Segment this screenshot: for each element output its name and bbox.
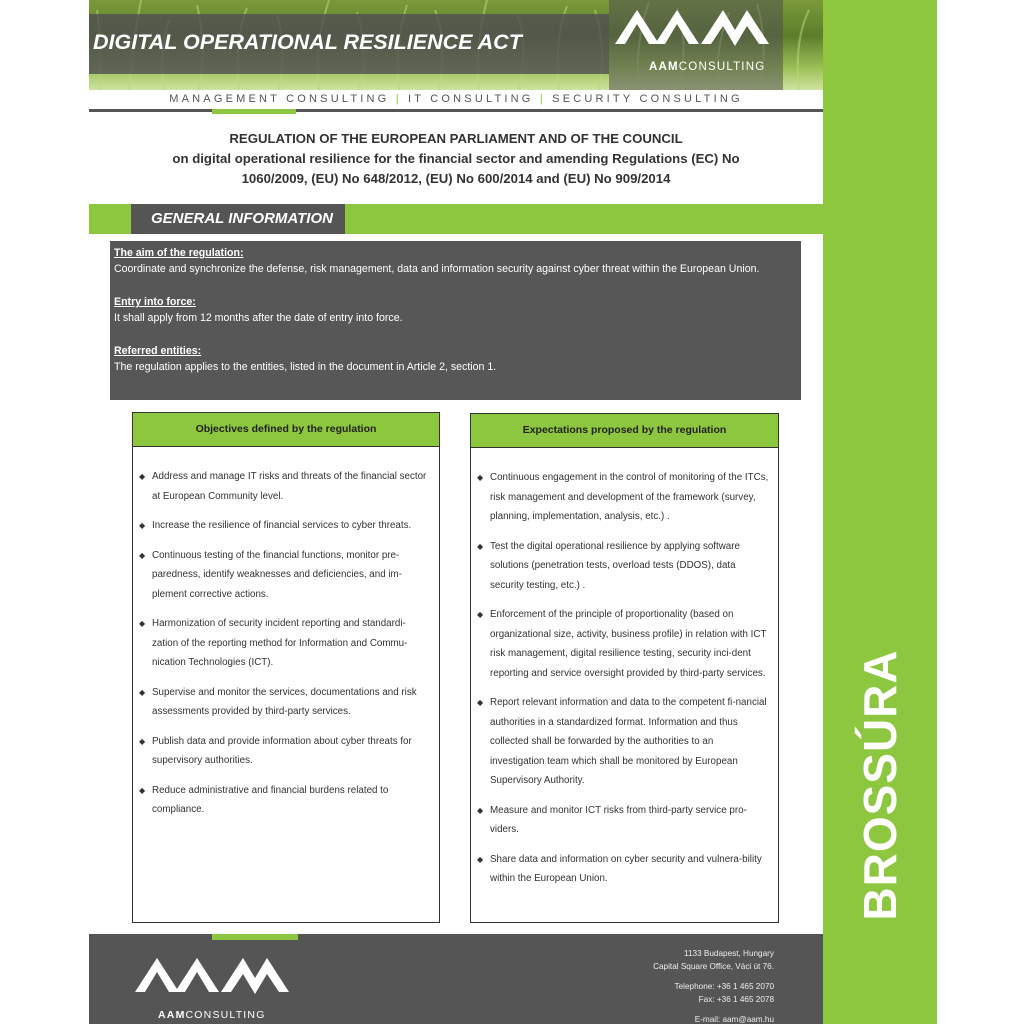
list-item [139, 614, 431, 673]
bullet-icon: ◆ [477, 473, 484, 482]
header-banner [89, 0, 823, 90]
address-line-2: Capital Square Office, Váci út 76. [653, 961, 774, 971]
entry-heading: Entry into force: [114, 296, 196, 308]
entities-text: The regulation applies to the entities, listed in the document in Article 2, section 1. [114, 360, 497, 373]
title-bar [89, 14, 609, 74]
bullet-icon: ◆ [477, 610, 484, 619]
general-info-box [110, 241, 801, 400]
aam-logo-icon [615, 6, 775, 50]
list-item-text: Publish data and provide information about cyber threats for supervisory authorities. [152, 735, 412, 766]
footer-logo-text: AAMCONSULTING [158, 1009, 266, 1021]
footer-contact [653, 948, 774, 1027]
bullet-icon: ◆ [139, 687, 146, 697]
aim-text: Coordinate and synchronize the defense, risk management, data and information security against cyber threat within the European Union. [114, 262, 760, 275]
list-item-text: Supervise and monitor the services, documentations and risk assessments provided by third-party services. [152, 686, 417, 717]
bullet-icon: ◆ [139, 736, 146, 746]
divider-accent [212, 109, 296, 114]
list-item [477, 693, 770, 791]
list-item [477, 605, 770, 683]
entities-heading: Referred entities: [114, 345, 202, 357]
side-label [823, 0, 937, 1024]
bullet-icon: ◆ [477, 854, 484, 864]
bullet-icon: ◆ [139, 472, 146, 481]
tagline: MANAGEMENT CONSULTING | IT CONSULTING | SECURITY CONSULTING [169, 93, 743, 105]
document-title: DIGITAL OPERATIONAL RESILIENCE ACT [93, 30, 522, 54]
list-item [477, 850, 770, 889]
list-item-text: Continuous testing of the financial functions, monitor pre-paredness, identify weaknesses and deficiencies, and im-plement corrective actions. [152, 549, 402, 600]
bullet-icon: ◆ [139, 619, 146, 628]
fax: Fax: +36 1 465 2078 [698, 994, 774, 1004]
list-item-text: Report relevant information and data to the competent fi-nancial authorities in a standardized format. Information and thus collected shall be forwarded by the authorities to an investigation team which shall be monitored by European Supervisory Authority. [490, 697, 767, 786]
regulation-title: REGULATION OF THE EUROPEAN PARLIAMENT AND OF THE COUNCIL on digital operational resilience for the financial sector and amending Regulations (EC) No 1060/2009, (EU) No 648/2012, (EU) No 600/2014 and (EU) No 909/2014 [172, 131, 740, 186]
list-item-text: Share data and information on cyber security and vulnera-bility within the European Union. [490, 853, 762, 884]
list-item [139, 467, 431, 506]
list-item [139, 516, 431, 536]
list-item [139, 732, 431, 771]
expectations-heading: Expectations proposed by the regulation [471, 414, 778, 448]
bullet-icon: ◆ [477, 541, 484, 551]
aim-heading: The aim of the regulation: [114, 247, 244, 259]
list-item [139, 781, 431, 820]
list-item [139, 546, 431, 605]
list-item-text: Harmonization of security incident reporting and standardi-zation of the reporting method for Information and Commu-nication Technologies (ICT). [152, 618, 408, 668]
expectations-panel [470, 413, 779, 923]
list-item-text: Continuous engagement in the control of monitoring of the ITCs, risk management and development of the framework (survey, planning, implementation, analysis, etc.) . [490, 472, 769, 522]
email-link[interactable]: E-mail: aam@aam.hu [694, 1015, 774, 1024]
entry-text: It shall apply from 12 months after the date of entry into force. [114, 311, 403, 324]
bullet-icon: ◆ [477, 805, 484, 815]
section-heading: GENERAL INFORMATION [131, 204, 345, 234]
logo-box [609, 0, 783, 90]
expectations-list [471, 448, 778, 889]
objectives-list [133, 447, 439, 820]
list-item-text: Measure and monitor ICT risks from third-party service pro-viders. [490, 804, 747, 835]
bullet-icon: ◆ [139, 785, 146, 795]
footer-logo-icon [135, 956, 295, 996]
list-item [139, 683, 431, 722]
list-item-text: Address and manage IT risks and threats of the financial sector at European Community level. [152, 471, 427, 502]
bullet-icon: ◆ [139, 521, 146, 530]
list-item-text: Test the digital operational resilience by applying software solutions (penetration tests, overload tests (DDOS), data security testing, etc.) . [490, 540, 740, 591]
list-item [477, 537, 770, 596]
logo-text: AAMCONSULTING [649, 61, 766, 73]
objectives-panel [132, 412, 440, 923]
list-item [477, 468, 770, 527]
divider [89, 109, 823, 112]
objectives-heading: Objectives defined by the regulation [133, 413, 439, 447]
bullet-icon: ◆ [477, 698, 484, 707]
address-line-1: 1133 Budapest, Hungary [684, 949, 774, 958]
list-item-text: Enforcement of the principle of proportionality (based on organizational size, activity, business profile) in relation with ICT risk management, digital resilience testing, security inci-dent reporting and service oversight provided by third-party services. [490, 609, 767, 679]
list-item [477, 801, 770, 840]
footer-accent [212, 934, 298, 940]
list-item-text: Reduce administrative and financial burdens related to compliance. [152, 784, 389, 815]
list-item-text: Increase the resilience of financial services to cyber threats. [152, 520, 412, 531]
phone: Telephone: +36 1 465 2070 [674, 982, 774, 991]
brochure-label: BROSSÚRA [854, 649, 906, 921]
bullet-icon: ◆ [139, 550, 146, 560]
